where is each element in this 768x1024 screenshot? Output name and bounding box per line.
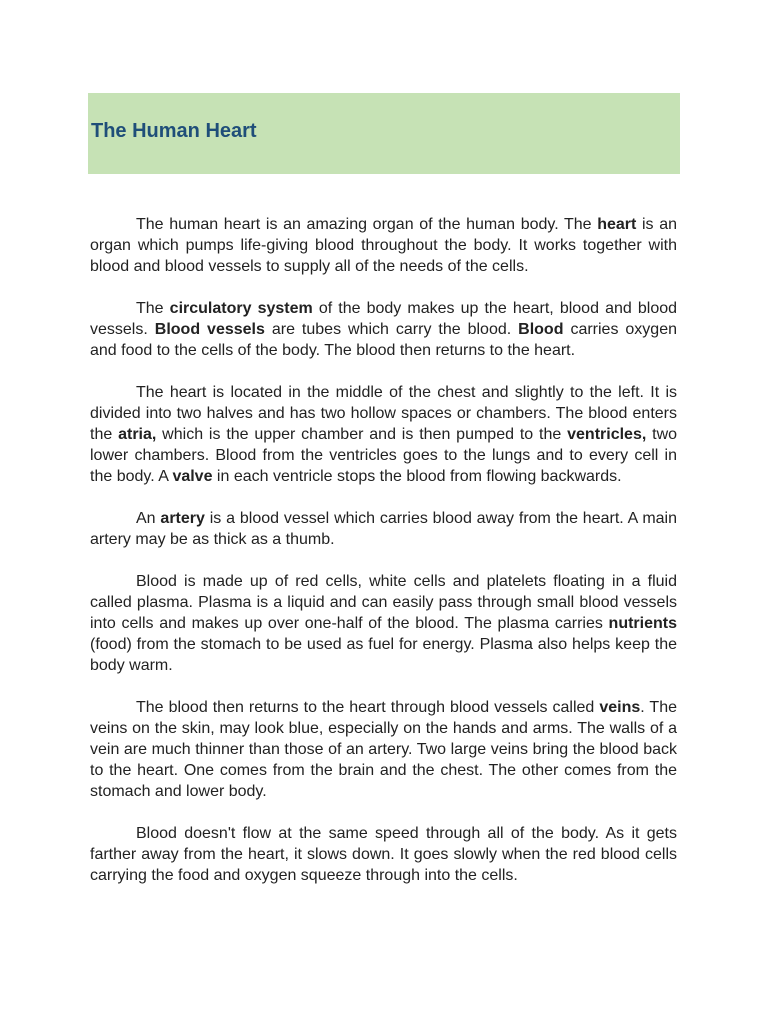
bold-term: valve bbox=[172, 468, 213, 485]
title-banner bbox=[88, 93, 680, 174]
paragraph-text: are tubes which carry the blood. bbox=[264, 321, 519, 338]
paragraph-text: carries oxygen and food to the cells of the body. The blood then returns to the heart. bbox=[90, 321, 677, 359]
bold-term: Blood bbox=[518, 321, 564, 338]
paragraph-text: (food) from the stomach to be used as fuel for energy. Plasma also helps keep the body warm. bbox=[90, 636, 677, 674]
bold-term: nutrients bbox=[608, 615, 677, 632]
paragraph bbox=[90, 298, 677, 361]
paragraph-text: An bbox=[136, 510, 161, 527]
paragraph-text: The blood then returns to the heart through blood vessels called bbox=[136, 699, 600, 716]
paragraph-text: Blood doesn't flow at the same speed through all of the body. As it gets farther away from the heart, it slows down. It goes slowly when the red blood cells carrying the food and oxygen squeeze through into the cells. bbox=[90, 825, 677, 884]
paragraph bbox=[90, 508, 677, 550]
bold-term: Blood vessels bbox=[154, 321, 265, 338]
paragraph-text: two lower chambers. Blood from the ventricles goes to the lungs and to every cell in the body. A bbox=[90, 426, 678, 485]
paragraph bbox=[90, 571, 677, 676]
paragraph-text: Blood is made up of red cells, white cells and platelets floating in a fluid called plasma. Plasma is a liquid and can easily pass through small blood vessels into cells and makes up over one-half of the blood. The plasma carries bbox=[90, 573, 677, 632]
paragraph-text: which is the upper chamber and is then pumped to the bbox=[156, 426, 568, 443]
paragraph-text: is a blood vessel which carries blood away from the heart. A main artery may be as thick as a thumb. bbox=[90, 510, 677, 548]
paragraph bbox=[90, 697, 677, 802]
paragraph-text: The human heart is an amazing organ of the human body. The bbox=[136, 216, 598, 233]
paragraph-text: in each ventricle stops the blood from flowing backwards. bbox=[212, 468, 622, 485]
paragraph-text: is an organ which pumps life-giving blood throughout the body. It works together with blood and blood vessels to supply all of the needs of the cells. bbox=[90, 216, 678, 275]
bold-term: circulatory system bbox=[169, 300, 313, 317]
bold-term: veins bbox=[599, 699, 641, 716]
bold-term: atria, bbox=[118, 426, 157, 443]
paragraph bbox=[90, 823, 677, 886]
paragraph-text: . The veins on the skin, may look blue, especially on the hands and arms. The walls of a vein are much thinner than those of an artery. Two large veins bring the blood back to the heart. One comes from the brain and the chest. The other comes from the stomach and lower body. bbox=[90, 699, 677, 800]
paragraph bbox=[90, 214, 677, 277]
bold-term: ventricles, bbox=[567, 426, 647, 443]
bold-term: artery bbox=[160, 510, 205, 527]
bold-term: heart bbox=[597, 216, 637, 233]
page-title: The Human Heart bbox=[91, 120, 257, 142]
paragraph-text: The heart is located in the middle of the chest and slightly to the left. It is divided into two halves and has two hollow spaces or chambers. The blood enters the bbox=[90, 384, 677, 443]
paragraph-text: The bbox=[136, 300, 170, 317]
document-body bbox=[90, 214, 677, 907]
paragraph bbox=[90, 382, 677, 487]
paragraph-text: of the body makes up the heart, blood and blood vessels. bbox=[90, 300, 678, 338]
